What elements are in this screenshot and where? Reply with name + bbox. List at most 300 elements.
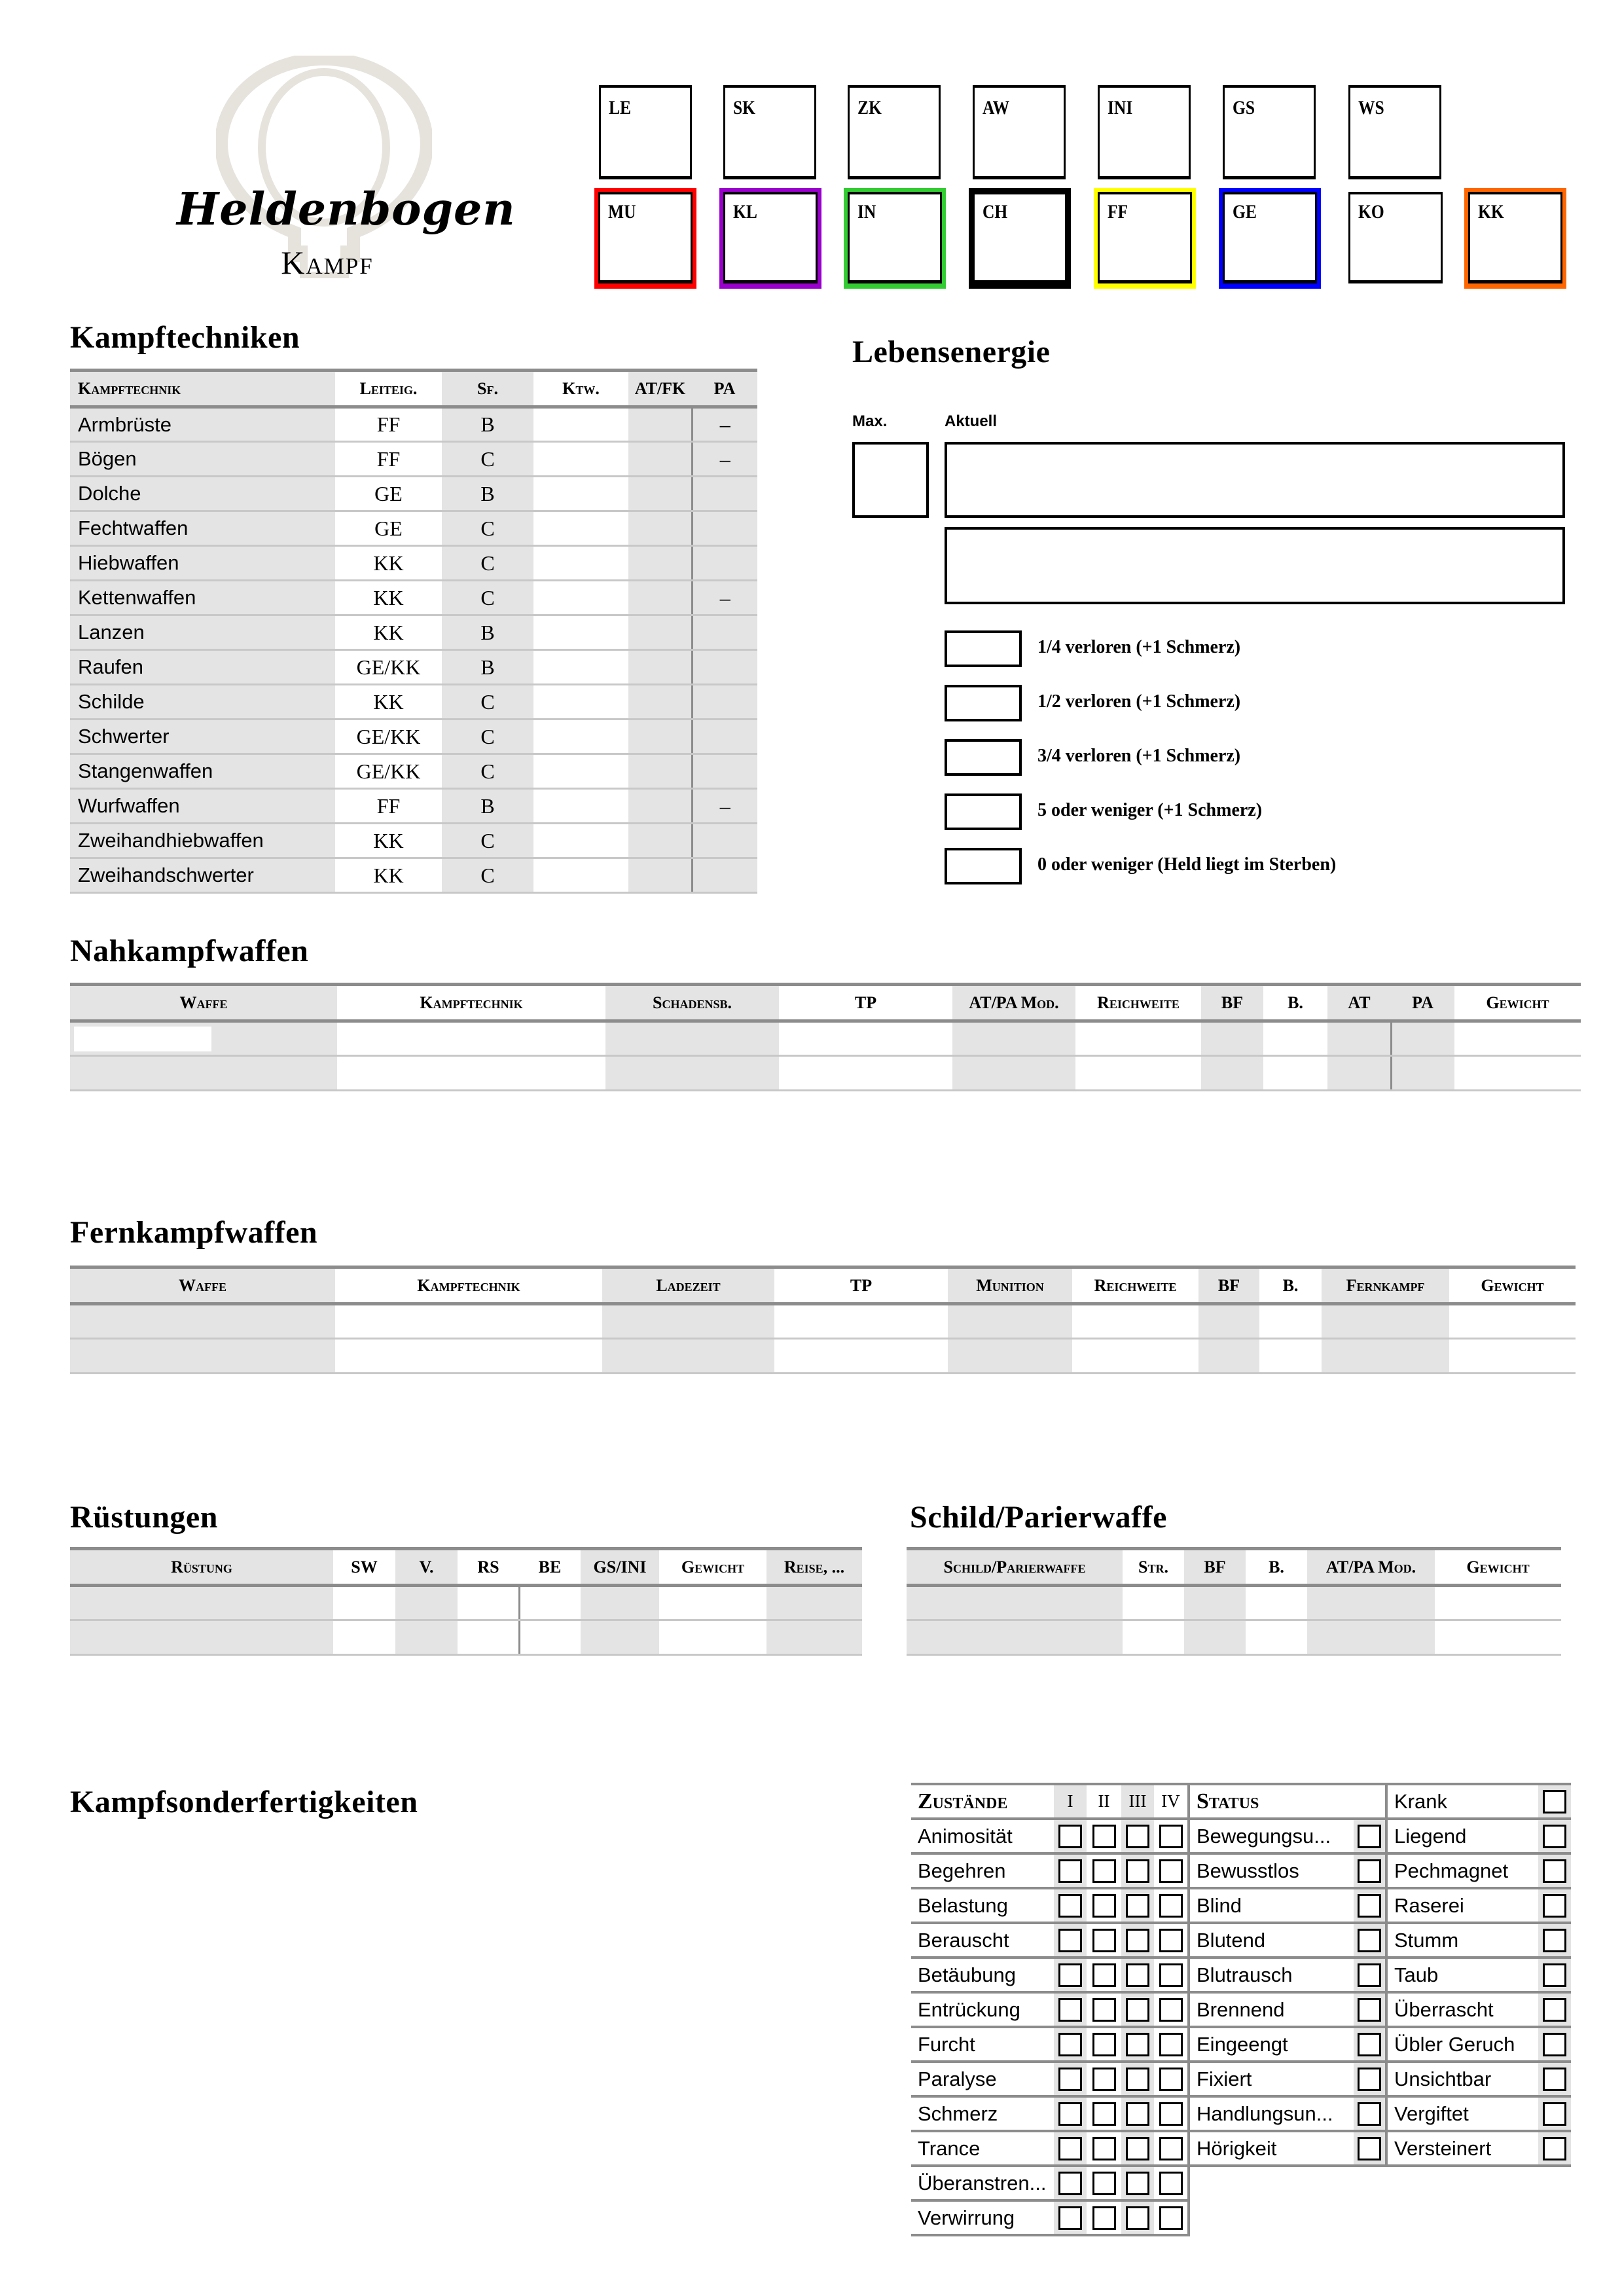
steigerungsfaktor-cell: B bbox=[442, 650, 533, 685]
ktw-input[interactable] bbox=[533, 477, 628, 511]
checkbox-icon[interactable] bbox=[1543, 1894, 1566, 1918]
table-cell-input[interactable] bbox=[907, 1586, 1123, 1620]
checkbox-icon[interactable] bbox=[1126, 2206, 1149, 2230]
table-cell-input[interactable] bbox=[1184, 1586, 1246, 1620]
pa-input[interactable]: – bbox=[692, 407, 757, 442]
condition-row bbox=[911, 2166, 1571, 2200]
attribute-box-mu[interactable] bbox=[594, 188, 696, 289]
checkbox-icon[interactable] bbox=[1358, 1929, 1381, 1952]
attribute-box-ch[interactable] bbox=[969, 188, 1071, 289]
condition-row bbox=[911, 1888, 1571, 1923]
checkbox-icon[interactable] bbox=[1543, 1859, 1566, 1883]
section-title-fernkampfwaffen: Fernkampfwaffen bbox=[70, 1215, 318, 1250]
checkbox-icon[interactable] bbox=[1358, 1859, 1381, 1883]
header-leiteig: Leiteig. bbox=[335, 371, 442, 407]
zustand-label: Begehren bbox=[911, 1853, 1054, 1888]
status-label: Raserei bbox=[1386, 1888, 1538, 1923]
conditions-table bbox=[911, 1783, 1571, 2236]
kampftechnik-name: Wurfwaffen bbox=[70, 789, 335, 824]
table-cell-input[interactable] bbox=[1198, 1339, 1259, 1374]
status-label: Brennend bbox=[1189, 1992, 1354, 2027]
zustand-level-cell bbox=[1121, 1992, 1154, 2027]
attribute-box-ws[interactable] bbox=[1348, 85, 1441, 179]
attribute-box-gs[interactable] bbox=[1223, 85, 1316, 179]
table-cell-input[interactable] bbox=[1198, 1304, 1259, 1339]
ktw-input[interactable] bbox=[533, 685, 628, 720]
checkbox-icon[interactable] bbox=[1358, 1894, 1381, 1918]
checkbox-icon[interactable] bbox=[1058, 2102, 1082, 2126]
table-cell-input[interactable] bbox=[602, 1304, 774, 1339]
table-cell-input[interactable] bbox=[1075, 1021, 1201, 1056]
condition-row bbox=[911, 2200, 1571, 2235]
column-header: Kampftechnik bbox=[335, 1267, 602, 1304]
attribute-box-ini[interactable] bbox=[1098, 85, 1191, 179]
checkbox-icon[interactable] bbox=[1126, 1825, 1149, 1848]
zustand-level-cell bbox=[1121, 2027, 1154, 2062]
checkbox-icon[interactable] bbox=[1058, 1859, 1082, 1883]
table-cell-input[interactable] bbox=[337, 1056, 605, 1091]
pa-input[interactable]: – bbox=[692, 789, 757, 824]
zustand-level-cell bbox=[1054, 1958, 1087, 1992]
zustand-level-cell bbox=[1121, 2131, 1154, 2166]
attribute-box-ff[interactable] bbox=[1094, 188, 1196, 289]
attribute-box-le[interactable] bbox=[599, 85, 692, 179]
table-cell-input[interactable] bbox=[774, 1304, 948, 1339]
checkbox-icon[interactable] bbox=[1058, 2068, 1082, 2091]
empty-cell bbox=[1354, 2200, 1386, 2235]
table-cell-input[interactable] bbox=[907, 1620, 1123, 1655]
column-header: Str. bbox=[1123, 1549, 1184, 1586]
table-cell-input[interactable] bbox=[70, 1586, 333, 1620]
checkbox-icon[interactable] bbox=[1126, 2102, 1149, 2126]
checkbox-icon[interactable] bbox=[1058, 2172, 1082, 2195]
pa-input[interactable]: – bbox=[692, 442, 757, 477]
ktw-input[interactable] bbox=[533, 615, 628, 650]
zustand-level-cell bbox=[1087, 2027, 1121, 2062]
pa-input[interactable] bbox=[692, 615, 757, 650]
column-header: Reichweite bbox=[1072, 1267, 1198, 1304]
table-cell-input[interactable] bbox=[519, 1620, 581, 1655]
column-header: Reichweite bbox=[1075, 985, 1201, 1021]
table-cell-input[interactable] bbox=[1307, 1586, 1435, 1620]
kampftechnik-row bbox=[70, 546, 757, 581]
checkbox-icon[interactable] bbox=[1358, 2137, 1381, 2160]
pa-input[interactable] bbox=[692, 754, 757, 789]
status-label: Hörigkeit bbox=[1189, 2131, 1354, 2166]
zustand-level-cell bbox=[1154, 1923, 1189, 1958]
table-cell-input[interactable] bbox=[1184, 1620, 1246, 1655]
checkbox-icon[interactable] bbox=[1159, 1929, 1183, 1952]
pa-input[interactable] bbox=[692, 858, 757, 893]
ktw-input[interactable] bbox=[533, 754, 628, 789]
checkbox-icon[interactable] bbox=[1543, 1790, 1566, 1813]
checkbox-icon[interactable] bbox=[1092, 2137, 1116, 2160]
checkbox-icon[interactable] bbox=[1092, 1929, 1116, 1952]
zustand-label: Schmerz bbox=[911, 2096, 1054, 2131]
ktw-input[interactable] bbox=[533, 581, 628, 615]
checkbox-icon[interactable] bbox=[1126, 2172, 1149, 2195]
checkbox-icon[interactable] bbox=[1126, 1998, 1149, 2022]
le-threshold-checkbox[interactable] bbox=[945, 630, 1022, 667]
attribute-label: GE bbox=[1233, 201, 1257, 223]
checkbox-icon[interactable] bbox=[1058, 1998, 1082, 2022]
le-threshold-checkbox[interactable] bbox=[945, 848, 1022, 884]
checkbox-icon[interactable] bbox=[1159, 2102, 1183, 2126]
column-header: Schild/Parierwaffe bbox=[907, 1549, 1123, 1586]
leiteigenschaft-cell: GE bbox=[335, 477, 442, 511]
table-cell-input[interactable] bbox=[1327, 1021, 1391, 1056]
table-cell-input[interactable] bbox=[335, 1304, 602, 1339]
table-cell-input[interactable] bbox=[581, 1586, 659, 1620]
ktw-input[interactable] bbox=[533, 789, 628, 824]
table-cell-input[interactable] bbox=[1449, 1304, 1576, 1339]
checkbox-icon[interactable] bbox=[1058, 1825, 1082, 1848]
checkbox-icon[interactable] bbox=[1092, 1859, 1116, 1883]
atfk-input[interactable] bbox=[628, 407, 692, 442]
attribute-box-kl[interactable] bbox=[719, 188, 821, 289]
le-current-input-2[interactable] bbox=[945, 527, 1565, 604]
attribute-box-in[interactable] bbox=[844, 188, 946, 289]
ktw-input[interactable] bbox=[533, 650, 628, 685]
atfk-input[interactable] bbox=[628, 789, 692, 824]
attribute-box-aw[interactable] bbox=[973, 85, 1066, 179]
table-cell-input[interactable] bbox=[1435, 1586, 1561, 1620]
checkbox-icon[interactable] bbox=[1159, 1963, 1183, 1987]
zustand-level-cell bbox=[1087, 2062, 1121, 2096]
column-header: Munition bbox=[948, 1267, 1072, 1304]
checkbox-icon[interactable] bbox=[1126, 1963, 1149, 1987]
checkbox-icon[interactable] bbox=[1058, 1963, 1082, 1987]
checkbox-icon[interactable] bbox=[1159, 1859, 1183, 1883]
table-cell-input[interactable] bbox=[70, 1056, 337, 1091]
checkbox-icon[interactable] bbox=[1159, 1825, 1183, 1848]
table-row bbox=[70, 1021, 1581, 1056]
steigerungsfaktor-cell: B bbox=[442, 615, 533, 650]
leiteigenschaft-cell: GE/KK bbox=[335, 650, 442, 685]
ktw-input[interactable] bbox=[533, 824, 628, 858]
table-cell-input[interactable] bbox=[333, 1586, 395, 1620]
ktw-input[interactable] bbox=[533, 858, 628, 893]
le-max-input[interactable] bbox=[852, 442, 929, 518]
checkbox-icon[interactable] bbox=[1358, 1998, 1381, 2022]
table-cell-input[interactable] bbox=[952, 1056, 1075, 1091]
checkbox-icon[interactable] bbox=[1126, 2033, 1149, 2056]
checkbox-icon[interactable] bbox=[1358, 2102, 1381, 2126]
zustand-level-cell bbox=[1087, 2200, 1121, 2235]
table-cell-input[interactable] bbox=[1259, 1304, 1322, 1339]
attribute-label: WS bbox=[1358, 97, 1384, 118]
checkbox-icon[interactable] bbox=[1058, 2137, 1082, 2160]
table-cell-input[interactable] bbox=[335, 1339, 602, 1374]
zustand-level-cell bbox=[1154, 2166, 1189, 2200]
leiteigenschaft-cell: KK bbox=[335, 858, 442, 893]
atfk-input[interactable] bbox=[628, 720, 692, 754]
kampftechnik-name: Kettenwaffen bbox=[70, 581, 335, 615]
section-title-nahkampfwaffen: Nahkampfwaffen bbox=[70, 934, 309, 968]
table-cell-input[interactable] bbox=[1072, 1304, 1198, 1339]
checkbox-icon[interactable] bbox=[1159, 2172, 1183, 2195]
section-title-lebensenergie: Lebensenergie bbox=[852, 335, 1051, 369]
steigerungsfaktor-cell: C bbox=[442, 581, 533, 615]
level-header: I bbox=[1054, 1784, 1087, 1819]
status-check-cell bbox=[1538, 1853, 1571, 1888]
checkbox-icon[interactable] bbox=[1092, 1825, 1116, 1848]
zustand-level-cell bbox=[1054, 1923, 1087, 1958]
atfk-input[interactable] bbox=[628, 824, 692, 858]
steigerungsfaktor-cell: C bbox=[442, 720, 533, 754]
zustand-label: Verwirrung bbox=[911, 2200, 1054, 2235]
weapon-name-field[interactable] bbox=[74, 1027, 211, 1051]
empty-cell bbox=[1386, 2166, 1538, 2200]
leiteigenschaft-cell: GE bbox=[335, 511, 442, 546]
atfk-input[interactable] bbox=[628, 511, 692, 546]
status-check-cell bbox=[1354, 1923, 1386, 1958]
ktw-input[interactable] bbox=[533, 511, 628, 546]
kampftechnik-row bbox=[70, 581, 757, 615]
table-cell-input[interactable] bbox=[766, 1586, 862, 1620]
checkbox-icon[interactable] bbox=[1058, 1929, 1082, 1952]
zustand-level-cell bbox=[1054, 2200, 1087, 2235]
table-cell-input[interactable] bbox=[458, 1586, 519, 1620]
table-cell-input[interactable] bbox=[1435, 1620, 1561, 1655]
pa-input[interactable]: – bbox=[692, 581, 757, 615]
atfk-input[interactable] bbox=[628, 615, 692, 650]
logo-subtitle: Kampf bbox=[281, 244, 374, 281]
zustand-label: Belastung bbox=[911, 1888, 1054, 1923]
table-cell-input[interactable] bbox=[1075, 1056, 1201, 1091]
table-cell-input[interactable] bbox=[70, 1304, 335, 1339]
checkbox-icon[interactable] bbox=[1543, 1963, 1566, 1987]
pa-input[interactable] bbox=[692, 546, 757, 581]
zustand-level-cell bbox=[1154, 1958, 1189, 1992]
table-cell-input[interactable] bbox=[659, 1620, 766, 1655]
steigerungsfaktor-cell: C bbox=[442, 824, 533, 858]
column-header: Rüstung bbox=[70, 1549, 333, 1586]
checkbox-icon[interactable] bbox=[1126, 2068, 1149, 2091]
kampftechnik-row bbox=[70, 407, 757, 442]
table-cell-input[interactable] bbox=[70, 1021, 337, 1056]
table-cell-input[interactable] bbox=[605, 1056, 779, 1091]
status-label: Blind bbox=[1189, 1888, 1354, 1923]
checkbox-icon[interactable] bbox=[1543, 1998, 1566, 2022]
atfk-input[interactable] bbox=[628, 442, 692, 477]
table-cell-input[interactable] bbox=[1263, 1056, 1327, 1091]
checkbox-icon[interactable] bbox=[1058, 2033, 1082, 2056]
checkbox-icon[interactable] bbox=[1092, 2206, 1116, 2230]
zustand-level-cell bbox=[1087, 1888, 1121, 1923]
pa-input[interactable] bbox=[692, 824, 757, 858]
checkbox-icon[interactable] bbox=[1126, 2137, 1149, 2160]
table-cell-input[interactable] bbox=[1123, 1620, 1184, 1655]
column-header: TP bbox=[779, 985, 952, 1021]
checkbox-icon[interactable] bbox=[1092, 1998, 1116, 2022]
table-cell-input[interactable] bbox=[1246, 1586, 1307, 1620]
kampftechnik-row bbox=[70, 754, 757, 789]
attribute-box-ko[interactable] bbox=[1344, 188, 1447, 289]
atfk-input[interactable] bbox=[628, 685, 692, 720]
checkbox-icon[interactable] bbox=[1543, 2137, 1566, 2160]
zustand-label: Betäubung bbox=[911, 1958, 1054, 1992]
table-cell-input[interactable] bbox=[774, 1339, 948, 1374]
attribute-box-sk[interactable] bbox=[723, 85, 816, 179]
zustand-level-cell bbox=[1121, 1923, 1154, 1958]
pa-input[interactable] bbox=[692, 477, 757, 511]
section-title-kampftechniken: Kampftechniken bbox=[70, 320, 300, 355]
le-threshold-label: 1/4 verloren (+1 Schmerz) bbox=[1037, 637, 1241, 657]
checkbox-icon[interactable] bbox=[1159, 1894, 1183, 1918]
pa-input[interactable] bbox=[692, 720, 757, 754]
attribute-box-zk[interactable] bbox=[848, 85, 941, 179]
table-cell-input[interactable] bbox=[1449, 1339, 1576, 1374]
checkbox-icon[interactable] bbox=[1543, 1825, 1566, 1848]
checkbox-icon[interactable] bbox=[1126, 1894, 1149, 1918]
checkbox-icon[interactable] bbox=[1058, 1894, 1082, 1918]
table-cell-input[interactable] bbox=[948, 1339, 1072, 1374]
table-cell-input[interactable] bbox=[519, 1586, 581, 1620]
checkbox-icon[interactable] bbox=[1159, 2137, 1183, 2160]
atfk-input[interactable] bbox=[628, 581, 692, 615]
checkbox-icon[interactable] bbox=[1543, 2102, 1566, 2126]
table-cell-input[interactable] bbox=[1246, 1620, 1307, 1655]
checkbox-icon[interactable] bbox=[1358, 1825, 1381, 1848]
table-cell-input[interactable] bbox=[605, 1021, 779, 1056]
table-cell-input[interactable] bbox=[1322, 1339, 1449, 1374]
checkbox-icon[interactable] bbox=[1092, 1963, 1116, 1987]
table-cell-input[interactable] bbox=[1327, 1056, 1391, 1091]
atfk-input[interactable] bbox=[628, 650, 692, 685]
zustand-label: Animosität bbox=[911, 1819, 1054, 1853]
checkbox-icon[interactable] bbox=[1543, 2068, 1566, 2091]
steigerungsfaktor-cell: C bbox=[442, 685, 533, 720]
leiteigenschaft-cell: FF bbox=[335, 407, 442, 442]
table-cell-input[interactable] bbox=[779, 1056, 952, 1091]
table-cell-input[interactable] bbox=[659, 1586, 766, 1620]
section-title-schild: Schild/Parierwaffe bbox=[910, 1500, 1167, 1535]
table-cell-input[interactable] bbox=[395, 1586, 458, 1620]
ktw-input[interactable] bbox=[533, 407, 628, 442]
table-row bbox=[907, 1586, 1561, 1620]
table-cell-input[interactable] bbox=[337, 1021, 605, 1056]
checkbox-icon[interactable] bbox=[1058, 2206, 1082, 2230]
atfk-input[interactable] bbox=[628, 477, 692, 511]
le-threshold-checkbox[interactable] bbox=[945, 793, 1022, 830]
checkbox-icon[interactable] bbox=[1159, 2068, 1183, 2091]
attribute-label: CH bbox=[982, 201, 1008, 223]
kampftechnik-row bbox=[70, 511, 757, 546]
checkbox-icon[interactable] bbox=[1358, 2068, 1381, 2091]
table-cell-input[interactable] bbox=[1263, 1021, 1327, 1056]
checkbox-icon[interactable] bbox=[1092, 2033, 1116, 2056]
table-cell-input[interactable] bbox=[1259, 1339, 1322, 1374]
table-cell-input[interactable] bbox=[602, 1339, 774, 1374]
checkbox-icon[interactable] bbox=[1159, 2206, 1183, 2230]
table-cell-input[interactable] bbox=[1391, 1056, 1454, 1091]
leiteigenschaft-cell: GE/KK bbox=[335, 720, 442, 754]
table-cell-input[interactable] bbox=[1322, 1304, 1449, 1339]
table-cell-input[interactable] bbox=[70, 1620, 333, 1655]
table-cell-input[interactable] bbox=[779, 1021, 952, 1056]
table-cell-input[interactable] bbox=[1123, 1586, 1184, 1620]
checkbox-icon[interactable] bbox=[1092, 1894, 1116, 1918]
table-cell-input[interactable] bbox=[1454, 1056, 1581, 1091]
pa-input[interactable] bbox=[692, 650, 757, 685]
kampftechnik-name: Zweihandhiebwaffen bbox=[70, 824, 335, 858]
zustand-level-cell bbox=[1121, 1853, 1154, 1888]
table-cell-input[interactable] bbox=[395, 1620, 458, 1655]
checkbox-icon[interactable] bbox=[1092, 2172, 1116, 2195]
zustand-level-cell bbox=[1054, 1888, 1087, 1923]
status-label: Bewegungsu... bbox=[1189, 1819, 1354, 1853]
table-cell-input[interactable] bbox=[1072, 1339, 1198, 1374]
status-check-cell bbox=[1538, 1992, 1571, 2027]
checkbox-icon[interactable] bbox=[1358, 1963, 1381, 1987]
level-header: II bbox=[1087, 1784, 1121, 1819]
ktw-input[interactable] bbox=[533, 442, 628, 477]
table-cell-input[interactable] bbox=[1307, 1620, 1435, 1655]
status-label: Eingeengt bbox=[1189, 2027, 1354, 2062]
atfk-input[interactable] bbox=[628, 858, 692, 893]
table-cell-input[interactable] bbox=[458, 1620, 519, 1655]
checkbox-icon[interactable] bbox=[1126, 1859, 1149, 1883]
attribute-box-kk[interactable] bbox=[1464, 188, 1566, 289]
le-threshold-checkbox[interactable] bbox=[945, 685, 1022, 721]
status-check-cell bbox=[1538, 2096, 1571, 2131]
leiteigenschaft-cell: KK bbox=[335, 685, 442, 720]
le-threshold-checkbox[interactable] bbox=[945, 739, 1022, 776]
status-check-cell bbox=[1354, 1958, 1386, 1992]
checkbox-icon[interactable] bbox=[1159, 1998, 1183, 2022]
kampftechnik-name: Raufen bbox=[70, 650, 335, 685]
atfk-input[interactable] bbox=[628, 546, 692, 581]
checkbox-icon[interactable] bbox=[1543, 1929, 1566, 1952]
kampftechnik-name: Lanzen bbox=[70, 615, 335, 650]
checkbox-icon[interactable] bbox=[1126, 1929, 1149, 1952]
zustand-level-cell bbox=[1121, 2166, 1154, 2200]
table-cell-input[interactable] bbox=[766, 1620, 862, 1655]
table-cell-input[interactable] bbox=[581, 1620, 659, 1655]
table-cell-input[interactable] bbox=[1201, 1021, 1263, 1056]
le-current-label: Aktuell bbox=[945, 412, 998, 430]
steigerungsfaktor-cell: C bbox=[442, 546, 533, 581]
table-cell-input[interactable] bbox=[1391, 1021, 1454, 1056]
table-cell-input[interactable] bbox=[1201, 1056, 1263, 1091]
pa-input[interactable] bbox=[692, 685, 757, 720]
zustand-level-cell bbox=[1154, 2062, 1189, 2096]
checkbox-icon[interactable] bbox=[1159, 2033, 1183, 2056]
attribute-box-ge[interactable] bbox=[1219, 188, 1321, 289]
ktw-input[interactable] bbox=[533, 720, 628, 754]
status-label: Handlungsun... bbox=[1189, 2096, 1354, 2131]
checkbox-icon[interactable] bbox=[1543, 2033, 1566, 2056]
leiteigenschaft-cell: FF bbox=[335, 789, 442, 824]
status-header: Status bbox=[1189, 1784, 1386, 1819]
table-cell-input[interactable] bbox=[333, 1620, 395, 1655]
checkbox-icon[interactable] bbox=[1358, 2033, 1381, 2056]
kampftechnik-row bbox=[70, 789, 757, 824]
table-cell-input[interactable] bbox=[952, 1021, 1075, 1056]
table-cell-input[interactable] bbox=[948, 1304, 1072, 1339]
checkbox-icon[interactable] bbox=[1092, 2102, 1116, 2126]
le-current-input-1[interactable] bbox=[945, 442, 1565, 518]
le-threshold-label: 0 oder weniger (Held liegt im Sterben) bbox=[1037, 854, 1337, 875]
attribute-label: AW bbox=[982, 97, 1010, 118]
table-cell-input[interactable] bbox=[1454, 1021, 1581, 1056]
table-cell-input[interactable] bbox=[70, 1339, 335, 1374]
atfk-input[interactable] bbox=[628, 754, 692, 789]
pa-input[interactable] bbox=[692, 511, 757, 546]
ktw-input[interactable] bbox=[533, 546, 628, 581]
checkbox-icon[interactable] bbox=[1092, 2068, 1116, 2091]
